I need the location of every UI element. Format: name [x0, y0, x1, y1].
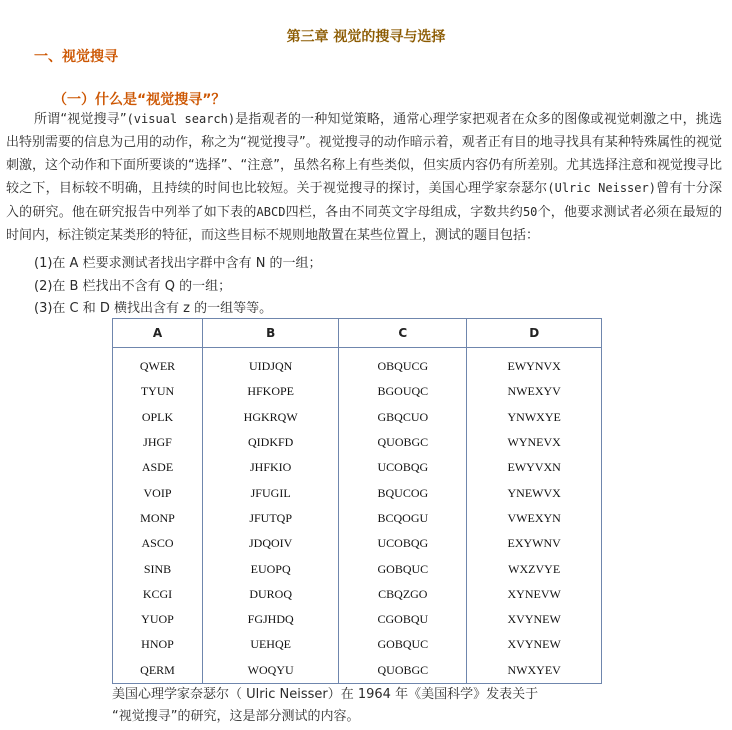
paragraph-count: 50 — [522, 205, 538, 220]
table-cell: YUOP — [113, 607, 203, 632]
section-title: 一、视觉搜寻 — [34, 49, 118, 65]
table-cell: SINB — [113, 556, 203, 581]
table-cell: JFUGIL — [203, 480, 339, 505]
letter-search-table — [112, 318, 602, 684]
table-row — [113, 455, 602, 480]
list-item: (3)在 C 和 D 横找出含有 z 的一组等等。 — [34, 301, 273, 317]
table-row — [113, 582, 602, 607]
table-cell: OPLK — [113, 405, 203, 430]
table-cell: XVYNEW — [507, 637, 561, 652]
table-cell: UCOBQG — [339, 455, 467, 480]
table-cell: BQUCOG — [339, 480, 467, 505]
table-cell: WOQYU — [203, 658, 339, 684]
paragraph-text: 是指观者的一种知觉策略，通常心理学家把观者在众多的图像或视觉刺激之中，挑选出特别需要的信息为己用的动作，称之为“视觉搜寻”。视觉搜寻的动作暗示着，观者正有目的地寻找具有某种特殊属性的视觉刺激，这个动作和下面所要谈的“选择”、“注意”，虽然名称上有些类似，但实质内容仍有所差别。尤其选择注意和视觉搜寻比较之下，目标较不明确，且持续的时间也比较短。关于视觉搜寻的探讨，美国心理学家奈瑟尔 — [6, 112, 722, 197]
table-cell: QWER — [113, 348, 203, 380]
table-cell: KCGI — [113, 582, 203, 607]
table-cell: BCQOGU — [339, 506, 467, 531]
table-body — [113, 348, 602, 684]
table-cell: WYNEVX — [507, 435, 561, 450]
column-header: C — [339, 319, 467, 348]
table-cell: VWEXYN — [507, 510, 561, 525]
table-cell: WXZVYE — [508, 561, 561, 576]
table-cell: QIDKFD — [203, 430, 339, 455]
paragraph-text: 四栏，各由不同英文字母组成，字数共约 — [285, 205, 523, 221]
table-row — [113, 658, 602, 684]
table-cell: GOBQUC — [339, 632, 467, 657]
table-cell: CBQZGO — [339, 582, 467, 607]
table-row — [113, 531, 602, 556]
table-cell: NWXYEV — [507, 662, 561, 677]
table-cell: DUROQ — [203, 582, 339, 607]
column-header: D — [467, 319, 602, 348]
table-cell: HGKRQW — [203, 405, 339, 430]
column-header: A — [113, 319, 203, 348]
body-paragraph — [6, 108, 722, 248]
figure-caption — [112, 684, 612, 728]
table-row — [113, 506, 602, 531]
table-cell: QUOBGC — [339, 658, 467, 684]
table-cell: EWYNVX — [507, 359, 561, 374]
table-row — [113, 480, 602, 505]
table-cell: QUOBGC — [339, 430, 467, 455]
table-row — [113, 607, 602, 632]
paragraph-text: 个，他要求测试者必须在最短的时间内，标注锁定某类形的特征，而这些目标不规则地散置在某些位置上，测试的题目包括： — [6, 205, 722, 243]
table-cell: MONP — [113, 506, 203, 531]
table-header-row — [113, 319, 602, 348]
table-row — [113, 348, 602, 380]
caption-line: 美国心理学家奈瑟尔（ Ulric Neisser）在 1964 年《美国科学》发表关于 — [112, 687, 539, 702]
table-cell: JFUTQP — [203, 506, 339, 531]
table-cell: HNOP — [113, 632, 203, 657]
table-row — [113, 430, 602, 455]
table-cell: TYUN — [113, 379, 203, 404]
chapter-title: 第三章 视觉的搜寻与选择 — [286, 29, 446, 45]
table-cell: YNEWVX — [507, 485, 561, 500]
test-items-list — [34, 253, 322, 321]
paragraph-name: (Ulric Neisser) — [547, 181, 656, 196]
table-cell: JHFKIO — [203, 455, 339, 480]
table-cell: UIDJQN — [203, 348, 339, 380]
table-cell: ASCO — [113, 531, 203, 556]
table-cell: OBQUCG — [339, 348, 467, 380]
table-row — [113, 379, 602, 404]
table-row — [113, 632, 602, 657]
paragraph-columns: ABCD — [256, 205, 286, 220]
table-cell: YNWXYE — [507, 409, 561, 424]
table-cell: VOIP — [113, 480, 203, 505]
table-cell: ASDE — [113, 455, 203, 480]
table-cell: CGOBQU — [339, 607, 467, 632]
column-header: B — [203, 319, 339, 348]
table-cell: GBQCUO — [339, 405, 467, 430]
table-cell: XYNEVW — [507, 586, 561, 601]
subsection-title: （一）什么是“视觉搜寻”？ — [53, 92, 226, 108]
list-item: (1)在 A 栏要求测试者找出字群中含有 N 的一组； — [34, 256, 322, 271]
caption-line: “视觉搜寻”的研究，这是部分测试的内容。 — [112, 709, 360, 724]
table-cell: UEHQE — [203, 632, 339, 657]
paragraph-term: (visual search) — [126, 112, 236, 126]
paragraph-text: 曾有十分深入的研究。他在研究报告中列举了如下表的 — [6, 181, 722, 221]
paragraph-text: 所谓“视觉搜寻” — [34, 112, 127, 127]
table-cell: GOBQUC — [339, 556, 467, 581]
table-cell: FGJHDQ — [203, 607, 339, 632]
table-cell: EWYVXN — [507, 460, 561, 475]
table-cell: BGOUQC — [339, 379, 467, 404]
table-cell: UCOBQG — [339, 531, 467, 556]
table-row — [113, 405, 602, 430]
table-cell: XVYNEW — [507, 612, 561, 627]
table-cell: NWEXYV — [507, 384, 561, 399]
table-cell: HFKOPE — [203, 379, 339, 404]
table-row — [113, 556, 602, 581]
table-cell: EUOPQ — [203, 556, 339, 581]
table-cell: QERM — [113, 658, 203, 684]
list-item: (2)在 B 栏找出不含有 Q 的一组； — [34, 278, 232, 294]
table-cell: JDQOIV — [203, 531, 339, 556]
table-cell: EXYWNV — [507, 536, 561, 551]
table-cell: JHGF — [113, 430, 203, 455]
